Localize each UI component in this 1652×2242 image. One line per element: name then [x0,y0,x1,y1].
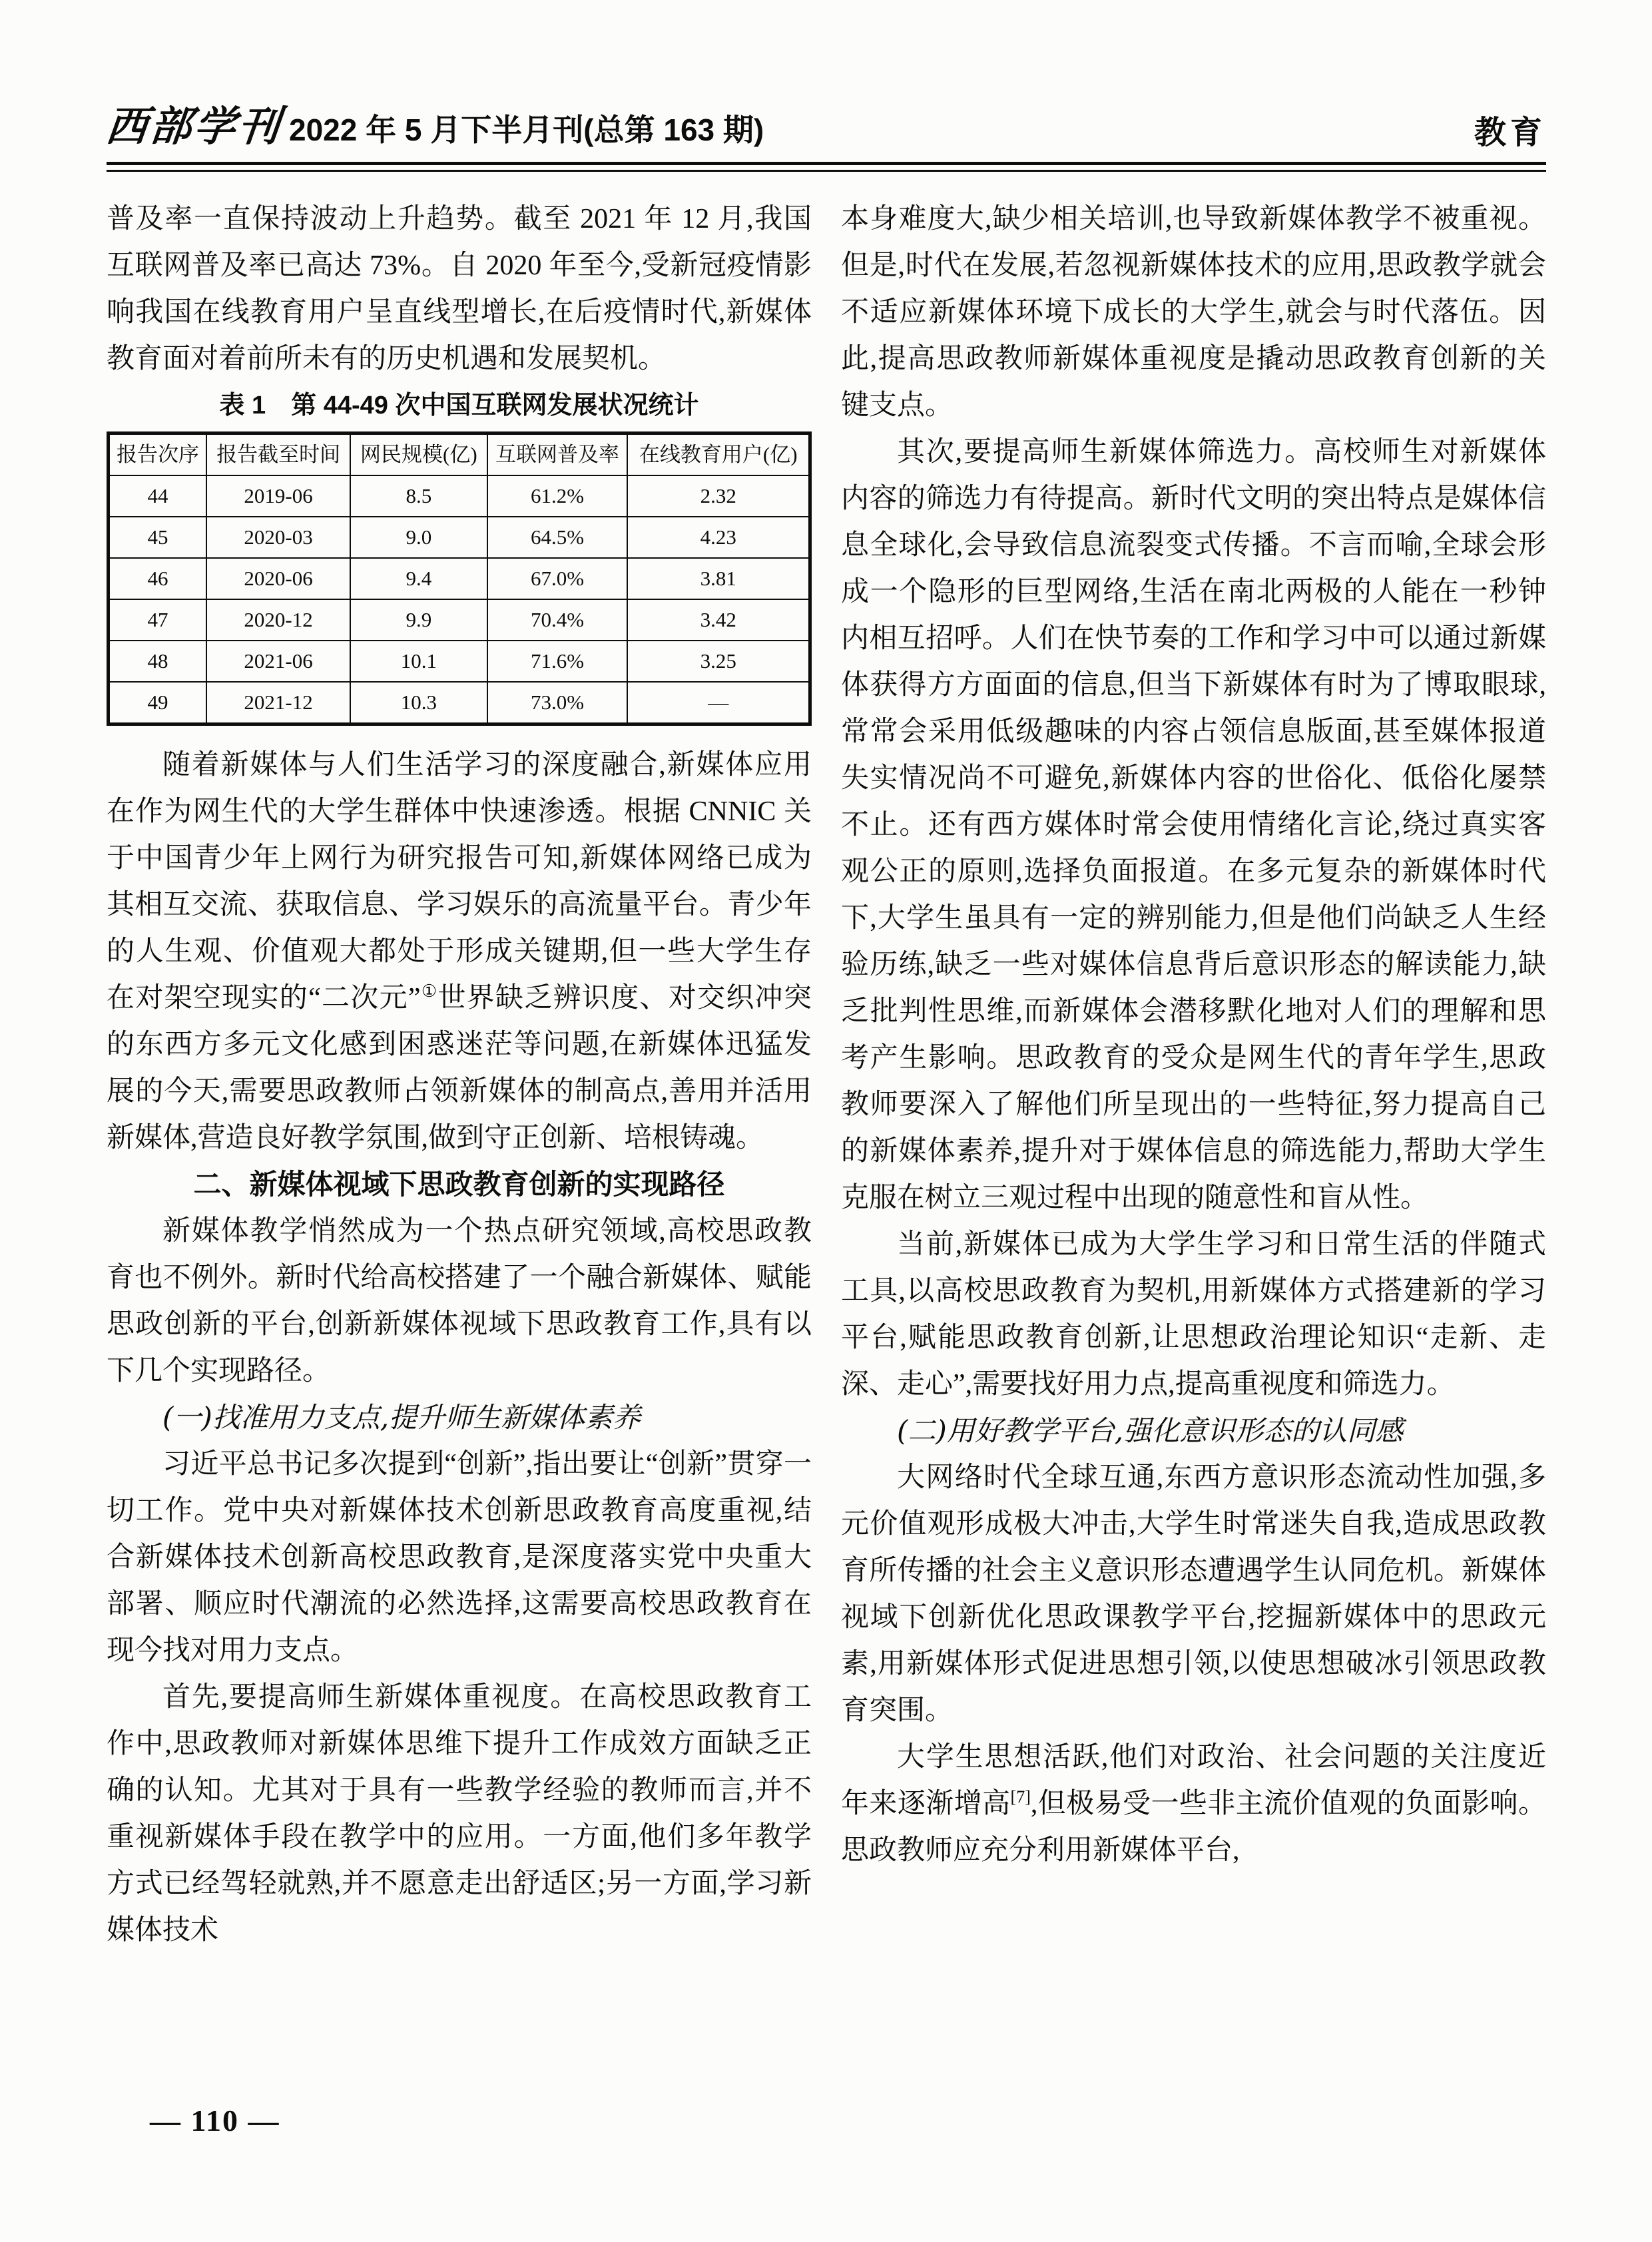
paragraph: 普及率一直保持波动上升趋势。截至 2021 年 12 月,我国互联网普及率已高达 73%。自 2020 年至今,受新冠疫情影响我国在线教育用户呈直线型增长,在后疫情时代,新媒体教育面对着前所未有的历史机遇和发展契机。 [107,204,812,374]
table-cell: 9.0 [350,517,487,558]
table-cell: 4.23 [627,517,810,558]
table-cell: 73.0% [487,682,628,724]
paragraph [841,1734,1546,1874]
sub-heading: (二)用好教学平台,强化意识形态的认同感 [897,1414,1404,1447]
table-cell: 45 [109,517,207,558]
journal-logo: 西部学刊 [103,102,285,150]
table-caption: 表 1 第 44-49 次中国互联网发展状况统计 [219,392,699,420]
table-cell: 9.4 [350,558,487,599]
table-cell: 2021-12 [206,682,350,724]
table-row [109,682,810,724]
table-cell: 8.5 [350,475,487,517]
citation-marker: [7] [1010,1787,1031,1807]
table-cell: 10.1 [350,641,487,682]
right-column [841,196,1546,1954]
table-row [109,517,810,558]
table-cell: 47 [109,599,207,641]
paragraph: 新媒体教学悄然成为一个热点研究领域,高校思政教育也不例外。新时代给高校搭建了一个融合新媒体、赋能思政创新的平台,创新新媒体视域下思政教育工作,具有以下几个实现路径。 [107,1216,812,1386]
table-cell: 3.25 [627,641,810,682]
table-cell: 46 [109,558,207,599]
paragraph: 当前,新媒体已成为大学生学习和日常生活的伴随式工具,以高校思政教育为契机,用新媒体方式搭建新的学习平台,赋能思政教育创新,让思想政治理论知识“走新、走深、走心”,需要找好用力点,提高重视度和筛选力。 [841,1229,1546,1400]
table-cell: 2020-12 [206,599,350,641]
table-cell: 2019-06 [206,475,350,517]
table-header-cell: 网民规模(亿) [350,433,487,476]
article-body [107,196,1546,1954]
left-column [107,196,812,1954]
table-header-cell: 报告次序 [109,433,207,476]
table-header-cell: 互联网普及率 [487,433,628,476]
section-label: 教育 [1474,115,1546,150]
issue-info: 2022 年 5 月下半月刊(总第 163 期) [289,113,764,147]
table-cell: 64.5% [487,517,628,558]
table-cell: — [627,682,810,724]
header-divider [107,162,1546,172]
table-row [109,558,810,599]
table-row [109,475,810,517]
table-cell: 3.81 [627,558,810,599]
table-header-cell: 报告截至时间 [206,433,350,476]
paragraph: 大网络时代全球互通,东西方意识形态流动性加强,多元价值观形成极大冲击,大学生时常迷失自我,造成思政教育所传播的社会主义意识形态遭遇学生认同危机。新媒体视域下创新优化思政课教学平台,挖掘新媒体中的思政元素,用新媒体形式促进思想引领,以使思想破冰引领思政教育突围。 [841,1462,1546,1726]
table-cell: 3.42 [627,599,810,641]
paragraph: 其次,要提高师生新媒体筛选力。高校师生对新媒体内容的筛选力有待提高。新时代文明的突出特点是媒体信息全球化,会导致信息流裂变式传播。不言而喻,全球会形成一个隐形的巨型网络,生活在南北两极的人能在一秒钟内相互招呼。人们在快节奏的工作和学习中可以通过新媒体获得方方面面的信息,但当下新媒体有时为了博取眼球,常常会采用低级趣味的内容占领信息版面,甚至媒体报道失实情况尚不可避免,新媒体内容的世俗化、低俗化屡禁不止。还有西方媒体时常会使用情绪化言论,绕过真实客观公正的原则,选择负面报道。在多元复杂的新媒体时代下,大学生虽具有一定的辨别能力,但是他们尚缺乏人生经验历练,缺乏一些对媒体信息背后意识形态的解读能力,缺乏批判性思维,而新媒体会潜移默化地对人们的理解和思考产生影响。思政教育的受众是网生代的青年学生,思政教师要深入了解他们所呈现出的一些特征,努力提高自己的新媒体素养,提升对于媒体信息的筛选能力,帮助大学生克服在树立三观过程中出现的随意性和盲从性。 [841,437,1546,1213]
table-cell: 10.3 [350,682,487,724]
page-header [103,93,1546,162]
section-heading: 二、新媒体视域下思政教育创新的实现路径 [193,1169,725,1200]
paragraph-text: 随着新媒体与人们生活学习的深度融合,新媒体应用在作为网生代的大学生群体中快速渗透。根据 CNNIC 关于中国青少年上网行为研究报告可知,新媒体网络已成为其相互交流、获取信息、学习娱乐的高流量平台。青少年的人生观、价值观大都处于形成关键期,但一些大学生存在对架空现实的“二次元” [107,750,812,1013]
table-row [109,641,810,682]
statistics-table [107,431,812,726]
page-number: — 110 — [150,2103,280,2137]
table-row [109,599,810,641]
table-cell: 44 [109,475,207,517]
table-cell: 2.32 [627,475,810,517]
journal-page [103,93,1546,1954]
table-cell: 70.4% [487,599,628,641]
table-cell: 48 [109,641,207,682]
paragraph: 首先,要提高师生新媒体重视度。在高校思政教育工作中,思政教师对新媒体思维下提升工作成效方面缺乏正确的认知。尤其对于具有一些教学经验的教师而言,并不重视新媒体手段在教学中的应用。一方面,他们多年教学方式已经驾轻就熟,并不愿意走出舒适区;另一方面,学习新媒体技术 [107,1682,812,1946]
paragraph-text: 世界缺乏辨识度、对交织冲突的东西方多元文化感到困惑迷茫等问题,在新媒体迅猛发展的今天,需要思政教师占领新媒体的制高点,善用并活用新媒体,营造良好教学氛围,做到守正创新、培根铸魂。 [107,983,812,1153]
paragraph [107,742,812,1161]
sub-heading: (一)找准用力支点,提升师生新媒体素养 [162,1401,641,1434]
footnote-marker: ① [420,981,438,1001]
table-cell: 67.0% [487,558,628,599]
paragraph-text: 大学生思想活跃,他们对政治、社会问题的关注度近年来逐渐增高 [841,1742,1546,1819]
table-header-row [109,433,810,476]
masthead-left [103,93,764,152]
table-cell: 49 [109,682,207,724]
table-cell: 2021-06 [206,641,350,682]
table-cell: 71.6% [487,641,628,682]
paragraph: 习近平总书记多次提到“创新”,指出要让“创新”贯穿一切工作。党中央对新媒体技术创新思政教育高度重视,结合新媒体技术创新高校思政教育,是深度落实党中央重大部署、顺应时代潮流的必然选择,这需要高校思政教育在现今找对用力支点。 [107,1449,812,1666]
table-header-cell: 在线教育用户(亿) [627,433,810,476]
paragraph-text: ,但极易受一些非主流价值观的负面影响。思政教师应充分利用新媒体平台, [841,1789,1546,1866]
table-cell: 61.2% [487,475,628,517]
table-cell: 2020-06 [206,558,350,599]
table-cell: 9.9 [350,599,487,641]
paragraph: 本身难度大,缺少相关培训,也导致新媒体教学不被重视。但是,时代在发展,若忽视新媒体技术的应用,思政教学就会不适应新媒体环境下成长的大学生,就会与时代落伍。因此,提高思政教师新媒体重视度是撬动思政教育创新的关键支点。 [841,204,1546,421]
table-cell: 2020-03 [206,517,350,558]
